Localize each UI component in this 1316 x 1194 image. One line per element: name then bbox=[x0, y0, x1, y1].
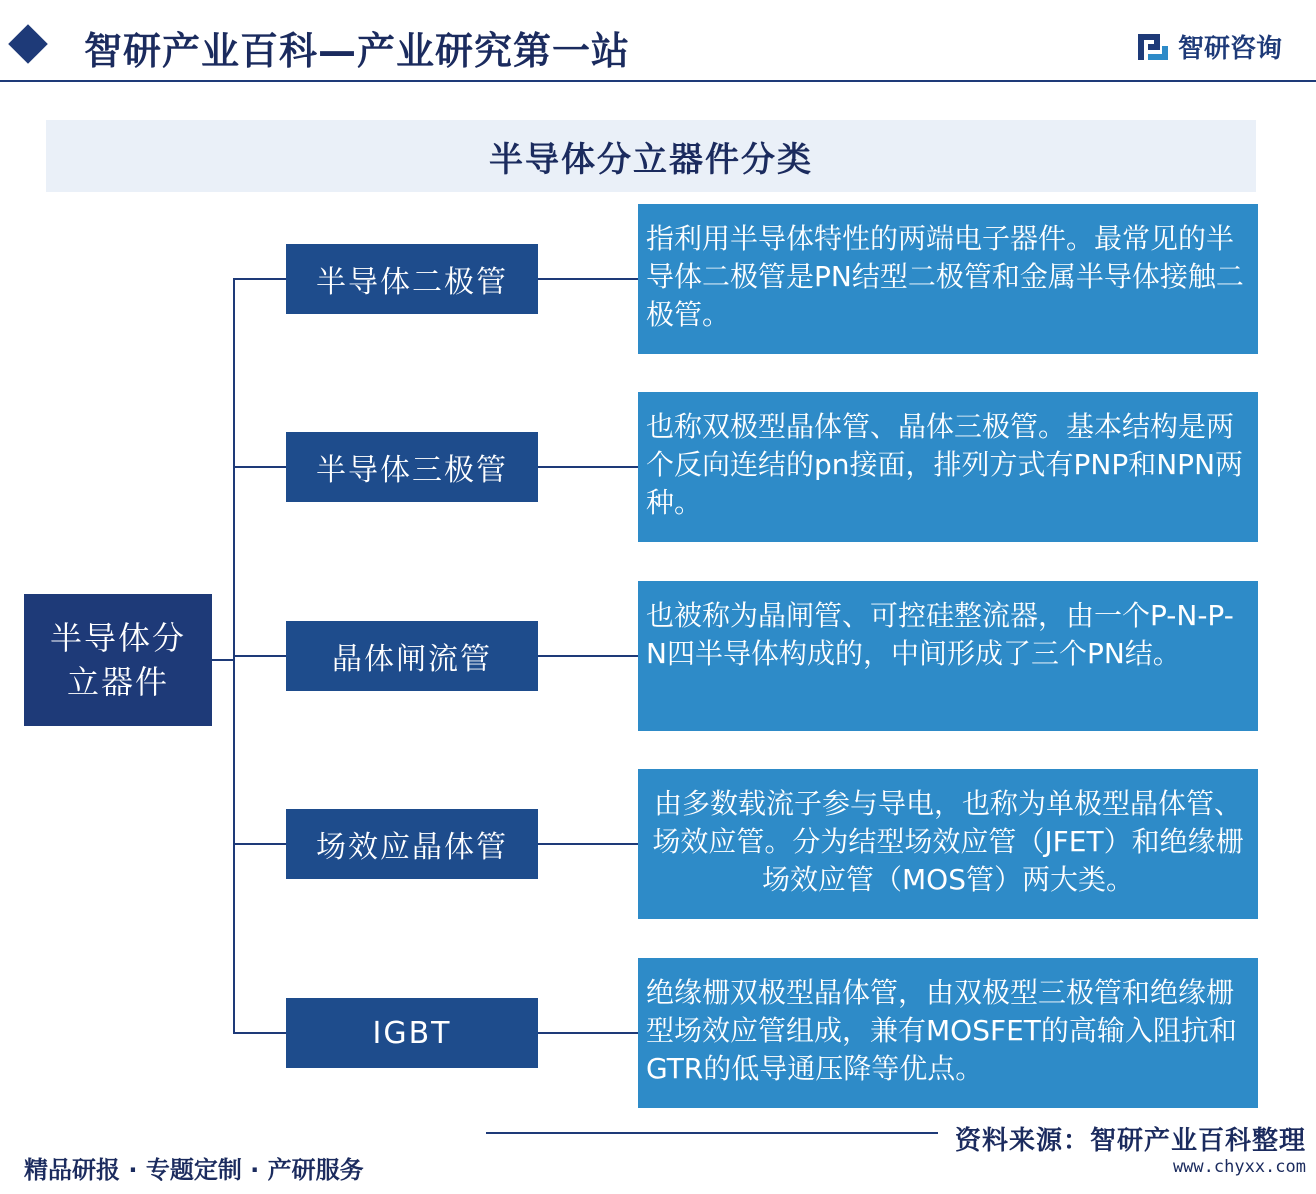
connector-root bbox=[212, 659, 234, 661]
logo-text: 智研咨询 bbox=[1177, 34, 1282, 64]
category-node-thyristor: 晶体闸流管 bbox=[286, 621, 538, 691]
description-diode: 指利用半导体特性的两端电子器件。最常见的半导体二极管是PN结型二极管和金属半导体接触二极管。 bbox=[638, 204, 1258, 354]
description-fet: 由多数载流子参与导电，也称为单极型晶体管、场效应管。分为结型场效应管（JFET）和绝缘栅场效应管（MOS管）两大类。 bbox=[638, 769, 1258, 919]
root-node-label: 半导体分立器件 bbox=[49, 619, 186, 701]
footer-source: 资料来源：智研产业百科整理 bbox=[954, 1126, 1306, 1156]
description-triode: 也称双极型晶体管、晶体三极管。基本结构是两个反向连结的pn接面，排列方式有PNP和NPN两种。 bbox=[638, 392, 1258, 542]
logo-icon bbox=[1136, 30, 1170, 64]
footer-tagline: 精品研报 · 专题定制 · 产研服务 bbox=[24, 1156, 364, 1184]
category-node-igbt: IGBT bbox=[286, 998, 538, 1068]
connector-branch-1 bbox=[233, 278, 286, 280]
connector-desc-5 bbox=[538, 1032, 638, 1034]
connector-desc-2 bbox=[538, 466, 638, 468]
connector-branch-4 bbox=[233, 843, 286, 845]
connector-branch-3 bbox=[233, 655, 286, 657]
category-node-diode: 半导体二极管 bbox=[286, 244, 538, 314]
logo bbox=[1136, 28, 1282, 65]
header bbox=[0, 0, 1316, 90]
diamond-icon bbox=[8, 24, 48, 64]
footer-divider bbox=[486, 1132, 938, 1134]
diagram-title: 半导体分立器件分类 bbox=[46, 120, 1256, 192]
header-divider bbox=[0, 80, 1316, 82]
footer-url: www.chyxx.com bbox=[1172, 1157, 1306, 1177]
root-node bbox=[24, 594, 212, 726]
description-thyristor: 也被称为晶闸管、可控硅整流器，由一个P-N-P-N四半导体构成的，中间形成了三个PN结。 bbox=[638, 581, 1258, 731]
connector-desc-1 bbox=[538, 278, 638, 280]
category-node-triode: 半导体三极管 bbox=[286, 432, 538, 502]
description-igbt: 绝缘栅双极型晶体管，由双极型三极管和绝缘栅型场效应管组成，兼有MOSFET的高输入阻抗和GTR的低导通压降等优点。 bbox=[638, 958, 1258, 1108]
connector-desc-4 bbox=[538, 843, 638, 845]
category-node-fet: 场效应晶体管 bbox=[286, 809, 538, 879]
connector-branch-5 bbox=[233, 1032, 286, 1034]
page-title: 智研产业百科—产业研究第一站 bbox=[84, 29, 631, 73]
connector-desc-3 bbox=[538, 655, 638, 657]
connector-branch-2 bbox=[233, 466, 286, 468]
